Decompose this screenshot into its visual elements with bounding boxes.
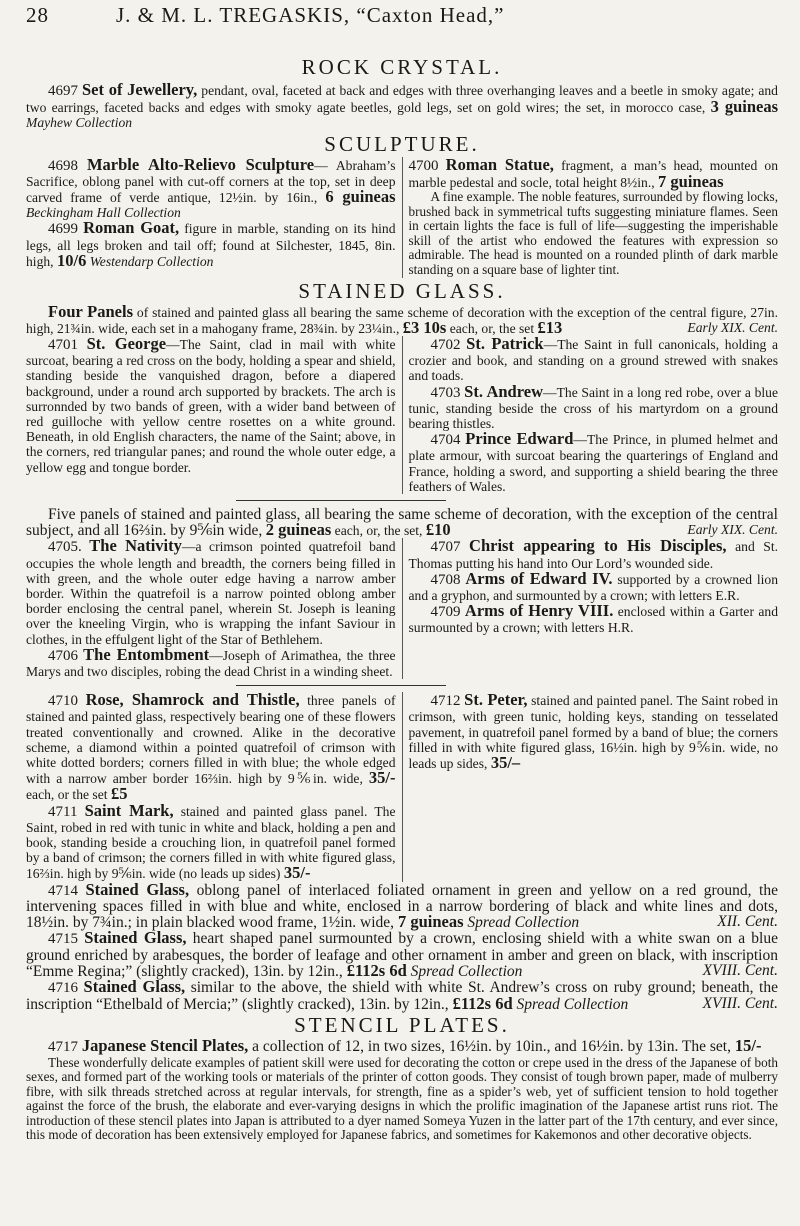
column-left [26, 154, 402, 278]
lot-4703 [408, 381, 779, 432]
lot-number: 4699 [48, 221, 78, 238]
lot-description: —a crimson pointed quatrefoil band occupies the whole length and breadth, the corners being filled in with green, and the whole outer edge having a narrow amber border. Within the quatrefoil is a narrow pointed oblong amber border enclosing the central panel, wherein St. Joseph is leaning over the kneeling Virgin, who is wrapping the infant Saviour in clothes, in the effulgent light of the Star of Bethlehem. [26, 539, 396, 647]
lot-price: £112s 6d [452, 994, 513, 1014]
lot-number: 4714 [48, 882, 78, 899]
lot-description: — Abraham’s Sacrifice, oblong panel with cut-off corners at the top, set in deep carved frame of verde antique, 12½in. by 16in., [26, 157, 396, 206]
lot-title: The Nativity [89, 536, 182, 556]
lot-price: 7 guineas [397, 912, 464, 932]
running-title: J. & M. L. TREGASKIS, “Caxton Head,” [116, 3, 505, 27]
lot-4709 [409, 603, 779, 635]
lot-description: three panels of stained and painted glass, respectively bearing one of these flowers treated conventionally and crowned. Alike in the decorative scheme, a diamond within a pointed quatrefoil of crimson with white dotted borders; corners filled in with blue; the whole edged with a narrow amber border 16⅔in. high by 9⅚in. wide, [26, 693, 396, 787]
lot-title: St. George [86, 333, 167, 353]
column-right [402, 692, 779, 881]
lot-provenance: Spread Collection [410, 962, 523, 980]
column-right [402, 154, 779, 278]
page-number: 28 [26, 3, 49, 27]
column-left [26, 692, 402, 881]
lot-title: St. Andrew [464, 381, 543, 401]
lot-title: The Entombment [83, 644, 210, 664]
section-heading-rock-crystal: ROCK CRYSTAL. [301, 55, 503, 79]
lot-description: similar to the above, the shield with white St. Andrew’s cross on ruby ground; beneath, the inscription “Ethelbald of Mercia;” (slightly cracked), 13in. by 12in., [26, 978, 778, 1014]
lot-4717 [26, 1038, 778, 1055]
lot-4711 [26, 800, 396, 883]
lot-period: Early XIX. Cent. [687, 522, 778, 538]
lot-4704 [409, 431, 779, 494]
lot-description: stained and painted glass panel. The Saint, robed in red with tunic in white and black, holding a pen and book, standing beside a crouching lion, in quatrefoil panel formed by a band of crimson; the corners filled in with white figured glass, 16⅔in. high by 9⅚in. wide (no leads up sides) [26, 803, 396, 882]
lot-period: XVIII. Cent. [702, 995, 778, 1013]
lot-title: Roman Goat, [83, 218, 180, 238]
lot-set-price: £13 [537, 317, 563, 337]
lot-price: 15/- [734, 1036, 762, 1056]
section-heading-sculpture: SCULPTURE. [324, 131, 480, 156]
lot-4697 [26, 82, 778, 131]
lot-number: 4705. [48, 539, 82, 556]
divider [236, 500, 446, 501]
running-header [26, 3, 778, 36]
lot-description: of stained and painted glass all bearing the same scheme of decoration with the exception of the central figure, 27in. high, 21¾in. wide, each set in a mahogany frame, 28¾in. by 23¼in., [26, 304, 778, 336]
lot-price: 35/- [283, 863, 311, 883]
lot-number: 4698 [48, 157, 78, 174]
lot-description: stained and painted panel. The Saint robed in crimson, with green tunic, holding keys, standing on tesselated pavement, in quatrefoil panel formed by a band of blue; the corners filled in with white figured glass, 16½in. high by 9⅚in. wide, no leads up sides, [408, 693, 778, 772]
lot-price: 2 guineas [265, 520, 332, 540]
lot-4707 [409, 538, 779, 570]
lot-description: fragment, a man’s head, mounted on marble pedestal and socle, total height 8½in., [408, 157, 779, 190]
lot-title: Christ appearing to His Disciples, [469, 536, 727, 556]
two-column-block [26, 154, 779, 278]
column-left [26, 538, 402, 679]
lot-number: 4702 [430, 336, 461, 353]
lot-title: Stained Glass, [85, 879, 190, 899]
lot-number: 4697 [48, 83, 78, 99]
lot-number: 4700 [408, 157, 439, 174]
lot-provenance: Spread Collection [467, 914, 580, 932]
lot-number: 4711 [48, 803, 78, 820]
lot-4712 [409, 692, 779, 771]
section-heading-stained-glass: STAINED GLASS. [298, 278, 506, 303]
lot-title: Arms of Henry VIII. [464, 601, 614, 621]
lot-price-note: each, or, the set [449, 320, 535, 336]
lot-description: and St. Thomas putting his hand into Our Lord’s wounded side. [408, 539, 779, 571]
lot-4701 [26, 333, 396, 475]
two-column-block [26, 538, 778, 679]
lot-4716 [26, 976, 778, 1014]
lot-note: These wonderfully delicate examples of patient skill were used for decorating the cotton or crepe used in the dress of the Japanese of both sexes, and formed part of the working tools or materials of the printer of cotton goods. They consist of tough brown paper, made of mulberry fibre, with silk threads stretched across at regular intervals, for strength, fine as a spider’s web, yet of sufficient tension to hold together against the force of the brush, the elaborate and ever-varying designs in which the prolific imagination of the Japanese artist runs riot. The introduction of these stencil plates into Japan is attributed to a dyer named Someya Yuzen in the latter part of the 17th century, and ever since, this mode of decoration has been extensively employed for Japanese fabrics, and sometimes for Kakemonos and other decorative objects. [26, 1054, 778, 1143]
lot-price: 6 guineas [325, 187, 396, 207]
lot-description: enclosed within a Garter and surmounted by a crown; with letters H.R. [408, 604, 778, 636]
lot-description: —The Saint, clad in mail with white surcoat, bearing a red cross on the body, holding a spear and shield, standing beside the vanquished dragon, before a diapered background, under a round arch supported by brackets. The arch is surronnded by two bands of green, with a wider band between of red guilloche with yellow centre rosettes on a white ground. Beneath, in old English characters, the name of the Saint; above, in the corners, red triangular panes; and round the whole outer edge, a yellow egg and tongue border. [26, 336, 396, 475]
lot-set-price: £5 [110, 784, 128, 804]
lot-price: 10/6 [56, 250, 87, 270]
lot-description: oblong panel of interlaced foliated ornament in green and yellow on a red ground, the intervening spaces filled in with blue and white, enclosed in a narrow bordering of black and white lines and dots, 18½in. by 7¾in.; in plain blacked wood frame, 1½in. wide, [26, 881, 778, 932]
lot-4705 [26, 538, 396, 646]
lot-title: St. Peter, [464, 690, 528, 710]
lot-price: 35/– [490, 753, 521, 773]
lot-4698 [26, 154, 396, 221]
lot-title: Saint Mark, [84, 800, 174, 820]
lot-number: 4708 [430, 571, 461, 588]
lot-four-panels [26, 301, 778, 337]
catalogue-page [26, 0, 778, 1143]
lot-description: —The Saint in full canonicals, holding a crozier and book, and standing on a ground strewed with snakes and toads. [408, 336, 779, 384]
lot-description: pendant, oval, faceted at back and edges with three overhanging leaves and a beetle in smoky agate; and two earrings, faceted backs and edges with smoky agate beetles, gold legs, set on gold wires; the set, in morocco case, [26, 83, 778, 116]
lot-4699 [26, 220, 396, 269]
lot-title: Japanese Stencil Plates, [81, 1036, 249, 1056]
lot-period: XVIII. Cent. [702, 961, 778, 979]
lot-description: a collection of 12, in two sizes, 16½in. by 10in., and 16½in. by 13in. The set, [252, 1038, 731, 1056]
lot-description: Five panels of stained and painted glass, all bearing the same scheme of decoration, with the exception of the central subject, and all 16⅔in. by 9⅚in wide, [26, 506, 778, 540]
lot-price: £112s 6d [346, 960, 407, 980]
lot-description: figure in marble, standing on its hind legs, all legs broken and tail off; found at Silchester, 1845, 8in. high, [26, 221, 396, 269]
lot-title: Roman Statue, [445, 154, 554, 174]
lot-number: 4710 [48, 693, 78, 710]
lot-number: 4709 [430, 604, 461, 621]
lot-4700 [408, 154, 779, 191]
lot-title: Prince Edward [465, 429, 574, 449]
two-column-block [26, 692, 778, 881]
lot-five-panels [26, 507, 778, 538]
column-right [402, 538, 779, 679]
lot-description: —The Prince, in plumed helmet and plate armour, with surcoat bearing the quarterings of England and France, holding a sword, and supporting a shield bearing the three feathers of Wales. [408, 432, 778, 494]
lot-number: 4707 [430, 539, 461, 556]
column-right [402, 333, 779, 494]
lot-title: St. Patrick [466, 333, 544, 353]
lot-number: 4717 [48, 1039, 78, 1056]
lot-provenance: Beckingham Hall Collection [26, 205, 181, 221]
two-column-block [26, 333, 779, 494]
lot-provenance: Mayhew Collection [26, 115, 133, 131]
lot-4702 [408, 333, 779, 384]
lot-price: 7 guineas [658, 171, 724, 191]
lot-description: heart shaped panel surmounted by a crown, enclosing shield with a white swan on a blue ground enriched by arabesques, the border of leafage and other ornament in amber and green on black, with inscription “Emme Regina;” (slightly cracked), 13in. by 12in., [26, 930, 778, 980]
lot-title: Set of Jewellery, [82, 80, 198, 99]
lot-description: supported by a crowned lion and a gryphon, and surmounted by a crown; with letters E.R. [408, 571, 778, 604]
lot-provenance: Westendarp Collection [89, 253, 214, 269]
lot-period: XII. Cent. [717, 913, 778, 931]
lot-description: —The Saint in a long red robe, over a blue tunic, standing beside the cross of his martyrdom on a ground bearing thistles. [408, 384, 778, 431]
section-heading-stencil-plates: STENCIL PLATES. [294, 1013, 510, 1038]
lot-number: 4701 [48, 336, 78, 353]
lot-price-note: each, or the set [26, 787, 108, 803]
column-left [26, 333, 402, 494]
lot-provenance: Spread Collection [516, 996, 629, 1014]
lot-4706 [26, 644, 396, 680]
lot-title: Marble Alto-Relievo Sculpture [86, 154, 315, 174]
lot-title: Rose, Shamrock and Thistle, [85, 690, 300, 710]
lot-price: £3 10s [402, 317, 447, 337]
lot-number: 4715 [48, 931, 78, 948]
divider [236, 685, 446, 686]
lot-number: 4703 [430, 384, 461, 401]
lot-title: Stained Glass, [84, 928, 187, 948]
lot-price: 3 guineas [710, 97, 778, 117]
lot-period: Early XIX. Cent. [687, 319, 778, 335]
lot-note: A fine example. The noble features, surrounded by flowing locks, brushed back in symmetrical tufts suggesting miniature flames. Seen in certain lights the face is full of life—suggesting the imperishable skill of the artist who endowed the features with expression so admirable. The head is mounted on a rounded plinth of dark marble standing on a square base of lighter tint. [408, 189, 778, 277]
lot-4714 [26, 879, 778, 932]
lot-number: 4716 [48, 979, 78, 996]
lot-title: Arms of Edward IV. [465, 568, 613, 588]
lot-title: Stained Glass, [83, 976, 186, 996]
lot-4715 [26, 930, 778, 979]
lot-title: Four Panels [48, 301, 133, 321]
lot-number: 4704 [430, 432, 461, 449]
lot-4708 [408, 568, 779, 604]
lot-number: 4712 [430, 693, 461, 710]
lot-price: 35/- [368, 768, 396, 788]
lot-4710 [26, 692, 396, 802]
lot-number: 4706 [48, 647, 78, 664]
lot-description: —Joseph of Arimathea, the three Marys and two disciples, robing the dead Christ in a winding sheet. [26, 647, 396, 680]
lot-set-price: £10 [425, 520, 451, 540]
lot-price-note: each, or, the set, [334, 523, 423, 539]
